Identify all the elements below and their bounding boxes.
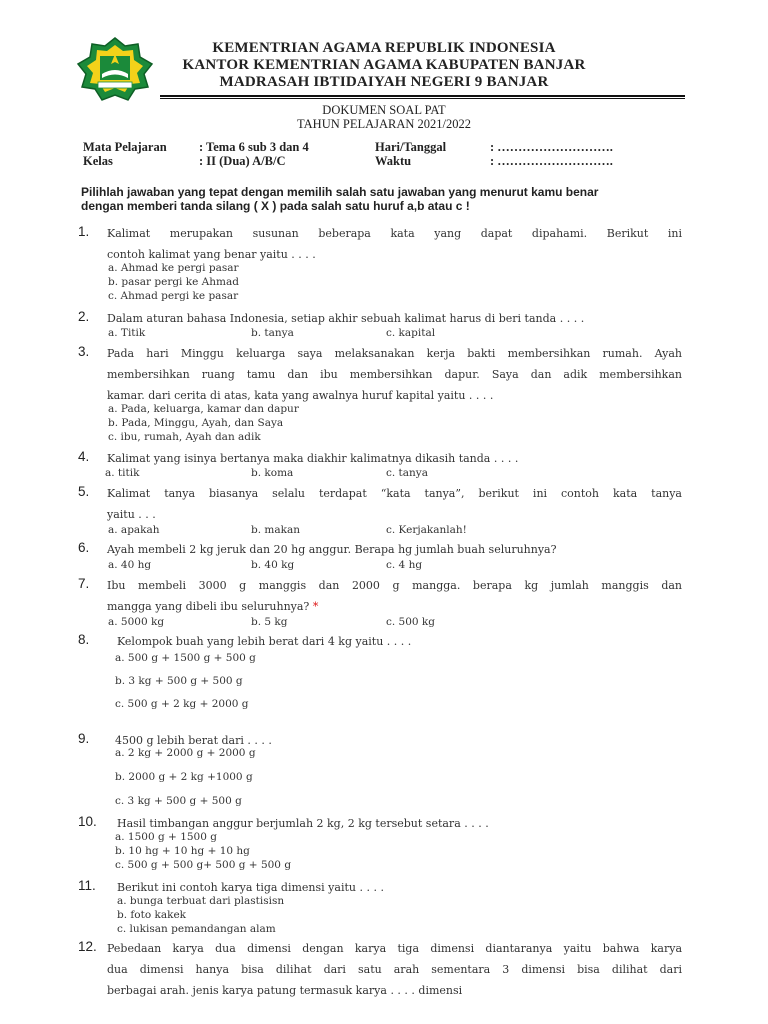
answer-option: c. kapital (386, 327, 436, 339)
question-text: Kelompok buah yang lebih berat dari 4 kg yaitu . . . . (117, 635, 412, 648)
answer-option: c. 500 kg (386, 616, 436, 628)
time-label: Waktu (375, 154, 412, 168)
question-number: 6. (78, 540, 90, 555)
instruction-line-1: Pilihlah jawaban yang tepat dengan memilih salah satu jawaban yang menurut kamu benar (81, 185, 599, 199)
question-number: 5. (78, 484, 90, 499)
answer-option: b. 3 kg + 500 g + 500 g (115, 675, 243, 687)
answer-option: b. pasar pergi ke Ahmad (108, 276, 239, 288)
question-number: 11. (78, 878, 96, 893)
answer-option: a. Titik (108, 327, 146, 339)
answer-option: c. lukisan pemandangan alam (117, 923, 276, 935)
question-number: 10. (78, 814, 97, 829)
question-text: Kalimat yang isinya bertanya maka diakhir kalimatnya dikasih tanda . . . . (107, 452, 519, 465)
date-value: : ………………………. (490, 140, 613, 154)
answer-option: a. Pada, keluarga, kamar dan dapur (108, 403, 299, 415)
question-text: kamar. dari cerita di atas, kata yang awalnya huruf kapital yaitu . . . . (107, 389, 494, 402)
answer-option: b. 40 kg (251, 559, 295, 571)
answer-option: c. 500 g + 2 kg + 2000 g (115, 698, 249, 710)
question-text: contoh kalimat yang benar yaitu . . . . (107, 248, 316, 261)
answer-option: a. apakah (108, 524, 160, 536)
answer-option: c. tanya (386, 467, 428, 479)
question-text: Kalimat tanya biasanya selalu terdapat “kata tanya”, berikut ini contoh kata tanya (107, 487, 682, 500)
answer-option: a. titik (105, 467, 140, 479)
answer-option: b. Pada, Minggu, Ayah, dan Saya (108, 417, 284, 429)
answer-option: b. 2000 g + 2 kg +1000 g (115, 771, 253, 783)
answer-option: a. bunga terbuat dari plastisisn (117, 895, 285, 907)
question-text: berbagai arah. jenis karya patung termasuk karya . . . . dimensi (107, 984, 463, 997)
answer-option: b. foto kakek (117, 909, 187, 921)
class-value: : II (Dua) A/B/C (199, 154, 286, 168)
answer-option: b. makan (251, 524, 300, 536)
question-text: mangga yang dibeli ibu seluruhnya? * (107, 600, 319, 613)
answer-option: a. 500 g + 1500 g + 500 g (115, 652, 256, 664)
question-text: Ibu membeli 3000 g manggis dan 2000 g mangga. berapa kg jumlah manggis dan (107, 579, 682, 592)
question-number: 2. (78, 309, 90, 324)
required-asterisk: * (312, 600, 319, 613)
answer-option: c. 4 hg (386, 559, 423, 571)
answer-option: b. 10 hg + 10 hg + 10 hg (115, 845, 250, 857)
question-text: 4500 g lebih berat dari . . . . (115, 734, 272, 747)
header-divider-thin (160, 98, 685, 99)
header-line-1: KEMENTRIAN AGAMA REPUBLIK INDONESIA (212, 40, 556, 56)
answer-option: b. tanya (251, 327, 294, 339)
doc-year: TAHUN PELAJARAN 2021/2022 (297, 117, 471, 131)
header-divider (160, 95, 685, 97)
question-text: Pebedaan karya dua dimensi dengan karya tiga dimensi diantaranya yaitu bahwa karya (107, 942, 682, 955)
question-text: yaitu . . . (107, 508, 156, 521)
question-number: 7. (78, 576, 90, 591)
answer-option: b. 5 kg (251, 616, 288, 628)
answer-option: a. 1500 g + 1500 g (115, 831, 217, 843)
answer-option: b. koma (251, 467, 294, 479)
question-text: Hasil timbangan anggur berjumlah 2 kg, 2 kg tersebut setara . . . . (117, 817, 489, 830)
question-number: 1. (78, 224, 90, 239)
question-number: 9. (78, 731, 90, 746)
answer-option: a. 40 hg (108, 559, 152, 571)
question-number: 3. (78, 344, 90, 359)
question-number: 4. (78, 449, 90, 464)
time-value: : ………………………. (490, 154, 613, 168)
question-text: Pada hari Minggu keluarga saya melaksanakan kerja bakti membersihkan rumah. Ayah (107, 347, 682, 360)
answer-option: a. Ahmad ke pergi pasar (108, 262, 239, 274)
question-text: Ayah membeli 2 kg jeruk dan 20 hg anggur. Berapa hg jumlah buah seluruhnya? (107, 543, 557, 556)
question-number: 12. (78, 939, 97, 954)
question-text: Berikut ini contoh karya tiga dimensi yaitu . . . . (117, 881, 384, 894)
header-line-2: KANTOR KEMENTRIAN AGAMA KABUPATEN BANJAR (182, 57, 586, 73)
question-text: membersihkan ruang tamu dan ibu membersihkan dapur. Saya dan adik membersihkan (107, 368, 682, 381)
question-text: dua dimensi hanya bisa dilihat dari satu arah sementara 3 dimensi bisa dilihat dari (107, 963, 682, 976)
subject-value: : Tema 6 sub 3 dan 4 (199, 140, 309, 154)
header-line-3: MADRASAH IBTIDAIYAH NEGERI 9 BANJAR (219, 74, 549, 90)
doc-title: DOKUMEN SOAL PAT (322, 103, 446, 117)
subject-label: Mata Pelajaran (83, 140, 167, 154)
instruction-line-2: dengan memberi tanda silang ( X ) pada salah satu huruf a,b atau c ! (81, 199, 470, 213)
date-label: Hari/Tanggal (375, 140, 447, 154)
question-text: Kalimat merupakan susunan beberapa kata yang dapat dipahami. Berikut ini (107, 227, 682, 240)
answer-option: a. 5000 kg (108, 616, 165, 628)
answer-option: a. 2 kg + 2000 g + 2000 g (115, 747, 256, 759)
answer-option: c. 500 g + 500 g+ 500 g + 500 g (115, 859, 292, 871)
answer-option: c. Kerjakanlah! (386, 524, 467, 536)
question-text: Dalam aturan bahasa Indonesia, setiap akhir sebuah kalimat harus di beri tanda . . . . (107, 312, 585, 325)
answer-option: c. Ahmad pergi ke pasar (108, 290, 239, 302)
answer-option: c. ibu, rumah, Ayah dan adik (108, 431, 261, 443)
answer-option: c. 3 kg + 500 g + 500 g (115, 795, 242, 807)
class-label: Kelas (83, 154, 113, 168)
question-number: 8. (78, 632, 90, 647)
